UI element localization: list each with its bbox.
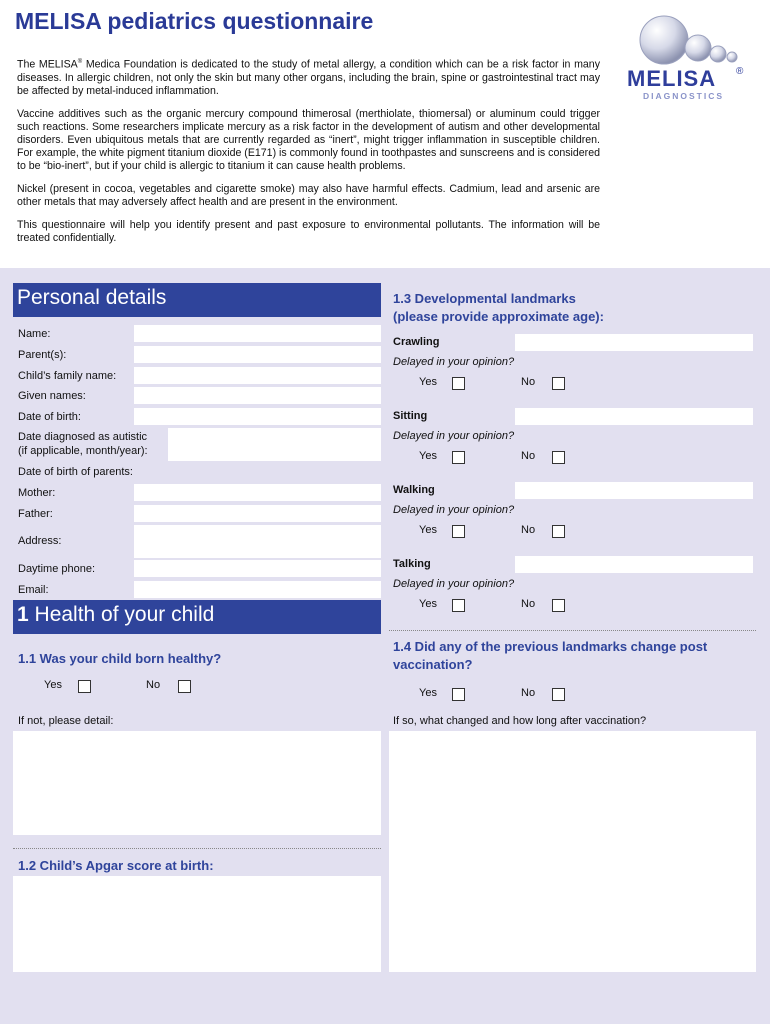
crawling-age-field[interactable] [515, 334, 753, 351]
name-field[interactable] [134, 325, 381, 342]
sitting-label: Sitting [393, 410, 428, 422]
walking-yes-label: Yes [419, 524, 437, 536]
if-so-textarea[interactable] [389, 731, 756, 972]
questionnaire-form [0, 268, 770, 1024]
q13-heading-1: 1.3 Developmental landmarks [393, 291, 576, 306]
talking-age-field[interactable] [515, 556, 753, 573]
health-title-text: Health of your child [28, 603, 215, 626]
sitting-yes-label: Yes [419, 450, 437, 462]
melisa-logo [624, 14, 754, 104]
dob-label: Date of birth: [18, 411, 81, 423]
talking-yes-label: Yes [419, 598, 437, 610]
intro-paragraph-1 [17, 56, 600, 98]
walking-age-field[interactable] [515, 482, 753, 499]
email-field[interactable] [134, 581, 381, 598]
intro-paragraph-4: This questionnaire will help you identify present and past exposure to environmental pollutants. The information will be treated confidentially. [17, 218, 600, 244]
health-section-number: 1 [17, 603, 29, 626]
talking-label: Talking [393, 558, 431, 570]
given-names-field[interactable] [134, 387, 381, 404]
health-header [13, 600, 381, 634]
q12-heading: 1.2 Child’s Apgar score at birth: [18, 858, 214, 873]
talking-no-checkbox[interactable] [552, 599, 565, 612]
sitting-delayed-label: Delayed in your opinion? [393, 430, 515, 442]
if-not-label: If not, please detail: [18, 715, 114, 727]
q11-no-checkbox[interactable] [178, 680, 191, 693]
q13-heading-2: (please provide approximate age): [393, 309, 604, 324]
intro-text [17, 56, 600, 245]
apgar-textarea[interactable] [13, 876, 381, 972]
q14-no-checkbox[interactable] [552, 688, 565, 701]
dob-field[interactable] [134, 408, 381, 425]
health-title [17, 603, 214, 627]
q11-heading: 1.1 Was your child born healthy? [18, 651, 222, 666]
mother-field[interactable] [134, 484, 381, 501]
crawling-delayed-label: Delayed in your opinion? [393, 356, 515, 368]
given-names-label: Given names: [18, 390, 86, 402]
q11-yes-label: Yes [44, 679, 62, 691]
dob-parents-label: Date of birth of parents: [18, 466, 133, 478]
walking-no-checkbox[interactable] [552, 525, 565, 538]
q14-yes-checkbox[interactable] [452, 688, 465, 701]
bubbles-icon [624, 14, 754, 70]
sitting-no-label: No [521, 450, 536, 462]
q14-yes-label: Yes [419, 687, 437, 699]
divider [13, 848, 381, 849]
address-label: Address: [18, 535, 62, 547]
father-field[interactable] [134, 505, 381, 522]
intro-paragraph-2: Vaccine additives such as the organic mercury compound thimerosal (merthiolate, thiomersal) or aluminum could trigger such reactions. Some researchers implicate mercury as a risk factor in the development of autism and other developmental disorders. Even ubiquitous metals that are currently regarded as “inert”, might trigger inflammation in susceptible children. For example, the white pigment titanium dioxide (E171) is commonly found in toothpastes and sunscreens and is considered to be “bio-inert”, but if your child is allergic to titanium it can cause health problems. [17, 107, 600, 172]
father-label: Father: [18, 508, 53, 520]
if-not-textarea[interactable] [13, 731, 381, 835]
intro-paragraph-3: Nickel (present in cocoa, vegetables and cigarette smoke) may also have harmful effects. Cadmium, lead and arsenic are other metals that may adversely affect health and are present in the environment. [17, 182, 600, 208]
parents-field[interactable] [134, 346, 381, 363]
crawling-no-checkbox[interactable] [552, 377, 565, 390]
logo-subtitle: DIAGNOSTICS [643, 91, 725, 101]
family-name-field[interactable] [134, 367, 381, 384]
q14-heading-2: vaccination? [393, 657, 473, 672]
crawling-no-label: No [521, 376, 536, 388]
talking-delayed-label: Delayed in your opinion? [393, 578, 515, 590]
talking-no-label: No [521, 598, 536, 610]
q14-no-label: No [521, 687, 536, 699]
registered-mark: ® [77, 59, 83, 65]
sitting-age-field[interactable] [515, 408, 753, 425]
logo-wordmark: MELISA [627, 66, 717, 91]
talking-yes-checkbox[interactable] [452, 599, 465, 612]
divider [389, 630, 756, 631]
page-title: MELISA pediatrics questionnaire [15, 8, 374, 34]
q14-heading-1: 1.4 Did any of the previous landmarks change post [393, 639, 708, 654]
walking-label: Walking [393, 484, 435, 496]
walking-yes-checkbox[interactable] [452, 525, 465, 538]
if-so-label: If so, what changed and how long after vaccination? [393, 715, 647, 727]
diagnosed-label-2: (if applicable, month/year): [18, 445, 148, 457]
q11-no-label: No [146, 679, 161, 691]
phone-field[interactable] [134, 560, 381, 577]
sitting-yes-checkbox[interactable] [452, 451, 465, 464]
logo-registered: ® [736, 66, 744, 77]
name-label: Name: [18, 328, 51, 340]
diagnosed-field[interactable] [168, 428, 381, 461]
crawling-yes-label: Yes [419, 376, 437, 388]
sitting-no-checkbox[interactable] [552, 451, 565, 464]
crawling-label: Crawling [393, 336, 440, 348]
crawling-yes-checkbox[interactable] [452, 377, 465, 390]
family-name-label: Child’s family name: [18, 370, 117, 382]
parents-label: Parent(s): [18, 349, 67, 361]
intro-p1-rest: Medica Foundation is dedicated to the study of metal allergy, a condition which can be a risk factor in many diseases. In allergic children, not only the skin but many other organs, including the brain, spine or gastrointestinal tract may be affected by metal-induced inflammation. [17, 58, 600, 97]
q11-yes-checkbox[interactable] [78, 680, 91, 693]
intro-p1-start: The MELISA [17, 58, 78, 71]
walking-delayed-label: Delayed in your opinion? [393, 504, 515, 516]
personal-details-header [13, 283, 381, 317]
email-label: Email: [18, 584, 49, 596]
diagnosed-label-1: Date diagnosed as autistic [18, 431, 148, 443]
personal-details-title: Personal details [17, 286, 167, 309]
address-field[interactable] [134, 525, 381, 558]
phone-label: Daytime phone: [18, 563, 96, 575]
header [0, 0, 770, 268]
walking-no-label: No [521, 524, 536, 536]
mother-label: Mother: [18, 487, 56, 499]
